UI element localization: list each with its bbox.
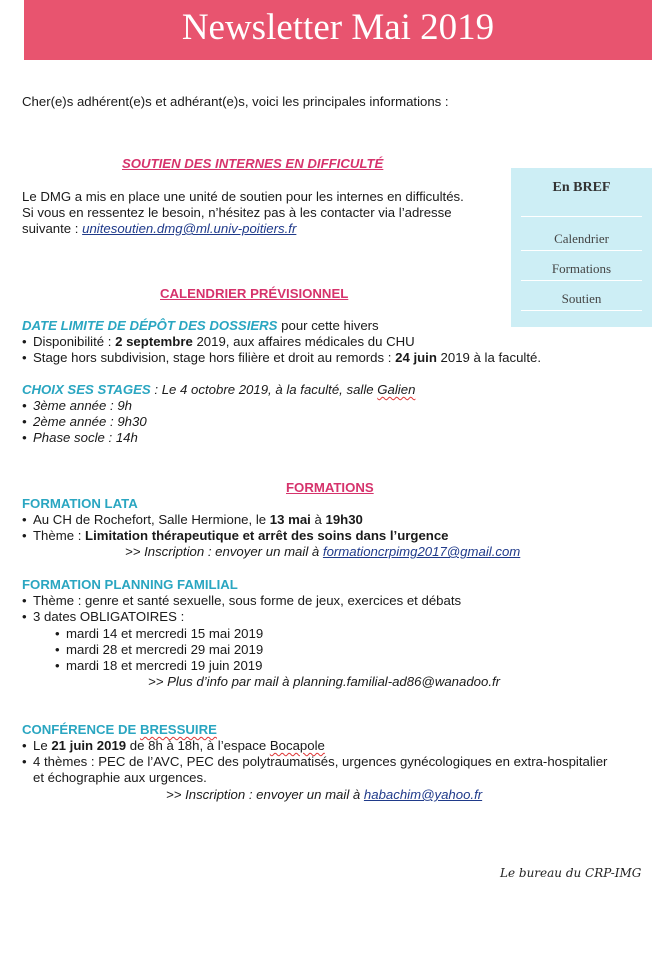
bullet-icon: • — [22, 512, 27, 527]
lata-item-1 — [22, 512, 363, 527]
planning-item-1 — [22, 593, 461, 608]
soutien-line-2: Si vous en ressentez le besoin, n’hésitez pas à les contacter via l’adresse — [22, 205, 452, 220]
choix-item — [22, 398, 132, 413]
sidebar-divider — [521, 280, 642, 281]
lata-email-link[interactable]: formationcrpimg2017@gmail.com — [322, 544, 521, 559]
planning-heading: FORMATION PLANNING FAMILIAL — [22, 577, 238, 592]
sidebar-item-calendrier[interactable]: Calendrier — [554, 231, 609, 246]
bullet-icon: • — [22, 398, 27, 413]
conference-place: BRESSUIRE — [139, 722, 217, 737]
conference-email-link[interactable]: habachim@yahoo.fr — [363, 787, 483, 802]
bullet-icon: • — [22, 334, 27, 349]
lata-item-2 — [22, 528, 449, 543]
planning-info: >> Plus d’info par mail à planning.familial-ad86@wanadoo.fr — [148, 674, 501, 689]
lata-theme: Limitation thérapeutique et arrêt des soins dans l’urgence — [85, 528, 449, 543]
depot-item-2 — [22, 350, 541, 365]
bullet-icon: • — [55, 658, 60, 673]
depot-item-1-post: 2019, aux affaires médicales du CHU — [192, 334, 415, 349]
planning-item-2 — [22, 609, 184, 624]
signature: Le bureau du CRP-IMG — [500, 866, 642, 880]
choix-place: Galien — [377, 382, 416, 397]
bullet-icon: • — [22, 738, 27, 753]
choix-item-text: 3ème année : 9h — [33, 398, 132, 413]
conference-inscription — [166, 787, 482, 802]
conference-item-1-text: Le — [33, 738, 52, 753]
planning-date — [55, 642, 263, 657]
depot-item-1 — [22, 334, 415, 349]
intro-text: Cher(e)s adhérent(e)s et adhérant(e)s, voici les principales informations : — [22, 94, 449, 109]
lata-heading: FORMATION LATA — [22, 496, 138, 511]
soutien-line-3-prefix: suivante : — [22, 221, 83, 236]
soutien-email-link[interactable]: unitesoutien.dmg@ml.univ-poitiers.fr — [82, 221, 297, 236]
conference-item-2-cont: et échographie aux urgences. — [33, 770, 207, 785]
bullet-icon: • — [55, 626, 60, 641]
conference-venue: Bocapole — [269, 738, 325, 753]
planning-date-text: mardi 18 et mercredi 19 juin 2019 — [66, 658, 263, 673]
en-bref-sidebar — [511, 168, 652, 327]
newsletter-banner — [24, 0, 652, 60]
depot-line — [22, 318, 379, 333]
lata-item-1-text: Au CH de Rochefort, Salle Hermione, le — [33, 512, 270, 527]
depot-item-2-date: 24 juin — [395, 350, 437, 365]
sidebar-title: En BREF — [552, 180, 611, 195]
conference-date: 21 juin 2019 — [51, 738, 127, 753]
conference-item-1 — [22, 738, 325, 753]
depot-item-1-text: Disponibilité : — [33, 334, 116, 349]
choix-line — [22, 382, 415, 397]
choix-item — [22, 430, 138, 445]
bullet-icon: • — [55, 642, 60, 657]
calendrier-heading: CALENDRIER PRÉVISIONNEL — [160, 286, 349, 301]
conference-item-1-post: de 8h à 18h, à l’espace — [126, 738, 270, 753]
choix-item — [22, 414, 147, 429]
planning-date-text: mardi 28 et mercredi 29 mai 2019 — [66, 642, 264, 657]
bullet-icon: • — [22, 754, 27, 769]
depot-item-2-post: 2019 à la faculté. — [436, 350, 541, 365]
conference-heading — [22, 722, 217, 737]
lata-item-1-mid: à — [310, 512, 326, 527]
bullet-icon: • — [22, 430, 27, 445]
depot-label: DATE LIMITE DE DÉPÔT DES DOSSIERS — [22, 318, 278, 333]
conference-item-2 — [22, 754, 607, 769]
lata-item-2-text: Thème : — [33, 528, 86, 543]
bullet-icon: • — [22, 593, 27, 608]
planning-item-2-text: 3 dates OBLIGATOIRES : — [33, 609, 185, 624]
depot-item-1-date: 2 septembre — [115, 334, 193, 349]
bullet-icon: • — [22, 609, 27, 624]
planning-item-1-text: Thème : genre et santé sexuelle, sous forme de jeux, exercices et débats — [33, 593, 462, 608]
depot-suffix: pour cette hivers — [277, 318, 379, 333]
sidebar-divider — [521, 216, 642, 217]
planning-date — [55, 626, 263, 641]
sidebar-item-formations[interactable]: Formations — [551, 261, 612, 276]
bullet-icon: • — [22, 350, 27, 365]
newsletter-title: Newsletter Mai 2019 — [181, 7, 495, 48]
sidebar-divider — [521, 250, 642, 251]
conference-inscription-text: >> Inscription : envoyer un mail à — [166, 787, 364, 802]
depot-item-2-text: Stage hors subdivision, stage hors filière et droit au remords : — [33, 350, 396, 365]
planning-date — [55, 658, 262, 673]
planning-date-text: mardi 14 et mercredi 15 mai 2019 — [66, 626, 264, 641]
soutien-heading: SOUTIEN DES INTERNES EN DIFFICULTÉ — [122, 156, 384, 171]
lata-inscription — [125, 544, 520, 559]
lata-time: 19h30 — [325, 512, 363, 527]
sidebar-item-soutien[interactable]: Soutien — [561, 291, 602, 306]
conference-item-2-text: 4 thèmes : PEC de l’AVC, PEC des polytraumatisés, urgences gynécologiques en extra-hospitalier — [33, 754, 608, 769]
soutien-line-1: Le DMG a mis en place une unité de soutien pour les internes en difficultés. — [22, 189, 464, 204]
choix-item-text: Phase socle : 14h — [33, 430, 138, 445]
conference-heading-text: CONFÉRENCE DE — [22, 722, 140, 737]
bullet-icon: • — [22, 414, 27, 429]
soutien-line-3 — [22, 221, 296, 236]
choix-detail: : Le 4 octobre 2019, à la faculté, salle — [150, 382, 378, 397]
lata-inscription-text: >> Inscription : envoyer un mail à — [125, 544, 323, 559]
choix-label: CHOIX SES STAGES — [22, 382, 151, 397]
sidebar-divider — [521, 310, 642, 311]
choix-item-text: 2ème année : 9h30 — [33, 414, 147, 429]
bullet-icon: • — [22, 528, 27, 543]
lata-date: 13 mai — [269, 512, 311, 527]
formations-heading: FORMATIONS — [286, 480, 374, 495]
